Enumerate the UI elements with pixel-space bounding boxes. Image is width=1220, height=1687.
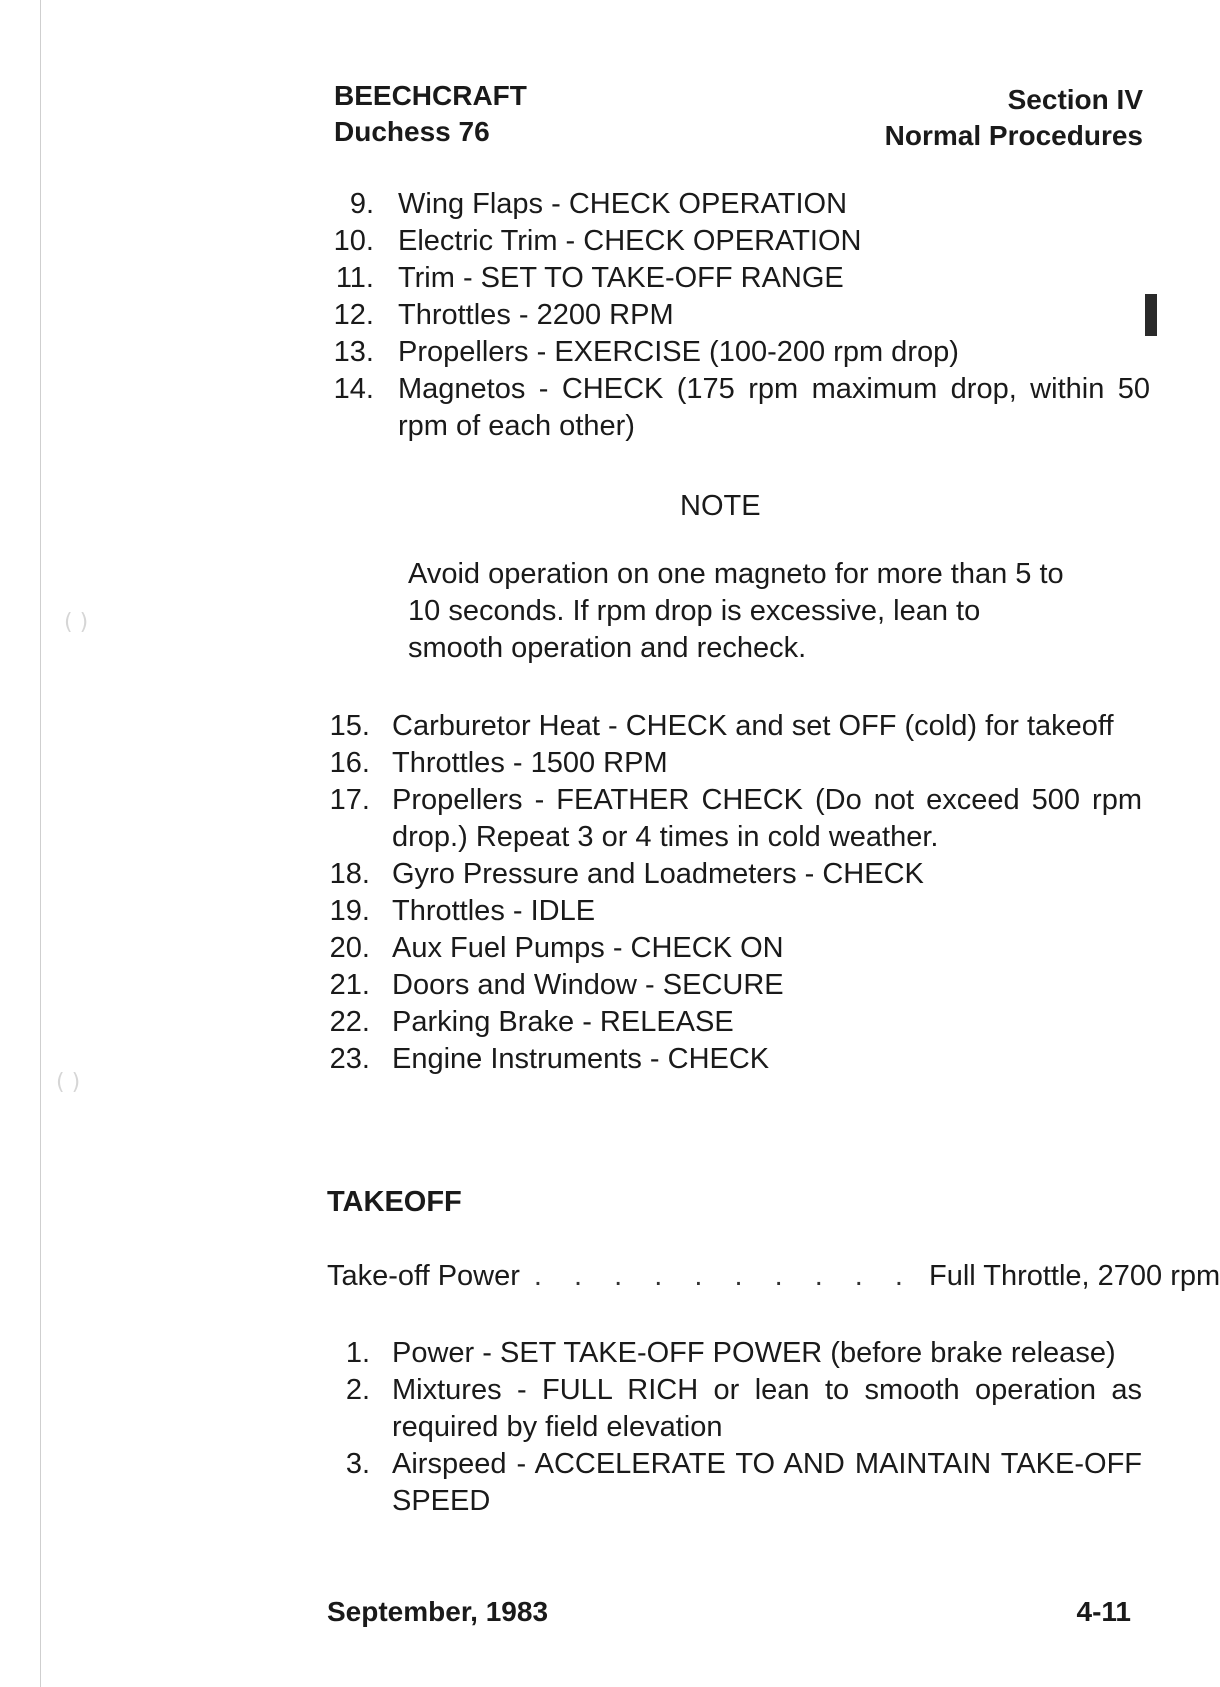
checklist-bottom	[326, 708, 1142, 1078]
item-number: 21.	[329, 969, 370, 1001]
item-number: 18.	[329, 858, 370, 890]
item-text: Throttles - IDLE	[392, 895, 596, 927]
checklist-item	[326, 930, 1142, 967]
item-number: 11.	[335, 262, 374, 294]
takeoff-step	[326, 1335, 1142, 1372]
item-text: Gyro Pressure and Loadmeters - CHECK	[392, 858, 924, 890]
item-number: 9.	[349, 188, 374, 220]
step-text: Power - SET TAKE-OFF POWER (before brake release)	[392, 1337, 1116, 1369]
takeoff-step	[326, 1446, 1142, 1520]
item-number: 13.	[333, 336, 374, 368]
footer-date: September, 1983	[327, 1596, 549, 1627]
checklist-item	[326, 708, 1142, 745]
item-text: Aux Fuel Pumps - CHECK ON	[392, 932, 784, 964]
model-name: Duchess 76	[334, 116, 490, 147]
scan-smudge: ( )	[64, 610, 89, 635]
checklist-item	[326, 893, 1142, 930]
item-text: Engine Instruments - CHECK	[392, 1043, 770, 1075]
item-text: Trim - SET TO TAKE-OFF RANGE	[398, 262, 844, 294]
page-number: 4-11	[1076, 1596, 1131, 1627]
item-number: 16.	[329, 747, 370, 779]
item-text: Wing Flaps - CHECK OPERATION	[398, 188, 848, 220]
step-number: 2.	[345, 1374, 370, 1406]
checklist-item	[326, 1041, 1142, 1078]
checklist-item	[330, 223, 1150, 260]
checklist-item	[330, 297, 1150, 334]
item-number: 23.	[329, 1043, 370, 1075]
checklist-top	[330, 186, 1150, 445]
item-text: Parking Brake - RELEASE	[392, 1006, 734, 1038]
section-number: Section IV	[1007, 84, 1143, 115]
item-number: 15.	[329, 710, 370, 742]
checklist-item	[330, 371, 1150, 445]
item-text: Throttles - 2200 RPM	[398, 299, 674, 331]
item-text: Propellers - EXERCISE (100-200 rpm drop)	[398, 336, 959, 368]
step-number: 3.	[345, 1448, 370, 1480]
item-number: 17.	[329, 784, 370, 816]
step-text: Airspeed - ACCELERATE TO AND MAINTAIN TAKE-OFF SPEED	[392, 1448, 1142, 1517]
checklist-item	[326, 856, 1142, 893]
item-text: Magnetos - CHECK (175 rpm maximum drop, within 50 rpm of each other)	[398, 373, 1150, 442]
item-number: 19.	[329, 895, 370, 927]
checklist-item	[326, 782, 1142, 856]
section-title: Normal Procedures	[884, 120, 1143, 151]
checklist-item	[326, 745, 1142, 782]
takeoff-steps	[326, 1335, 1142, 1520]
item-text: Doors and Window - SECURE	[392, 969, 784, 1001]
item-number: 22.	[329, 1006, 370, 1038]
item-number: 14.	[333, 373, 374, 405]
checklist-item	[326, 967, 1142, 1004]
header-left	[334, 78, 527, 150]
checklist-item	[330, 334, 1150, 371]
step-text: Mixtures - FULL RICH or lean to smooth operation as required by field elevation	[392, 1374, 1142, 1443]
checklist-item	[330, 260, 1150, 297]
checklist-item	[330, 186, 1150, 223]
takeoff-power-spec	[327, 1258, 1220, 1295]
item-text: Carburetor Heat - CHECK and set OFF (cold) for takeoff	[392, 710, 1114, 742]
item-number: 12.	[333, 299, 374, 331]
item-number: 20.	[329, 932, 370, 964]
note-body: Avoid operation on one magneto for more than 5 to 10 seconds. If rpm drop is excessive, lean to smooth operation and recheck.	[408, 558, 1064, 664]
item-number: 10.	[333, 225, 374, 257]
item-text: Electric Trim - CHECK OPERATION	[398, 225, 862, 257]
manufacturer-name: BEECHCRAFT	[334, 80, 527, 111]
takeoff-heading: TAKEOFF	[327, 1186, 462, 1218]
spec-label: Take-off Power	[327, 1260, 520, 1292]
item-text: Throttles - 1500 RPM	[392, 747, 668, 779]
header-right	[885, 82, 1143, 154]
item-text: Propellers - FEATHER CHECK (Do not exceed 500 rpm drop.) Repeat 3 or 4 times in cold weather.	[392, 784, 1142, 853]
note-title: NOTE	[680, 490, 761, 522]
checklist-item	[326, 1004, 1142, 1041]
leader-dots: . . . . . . . . . .	[533, 1260, 915, 1292]
scan-smudge: ( )	[56, 1070, 81, 1095]
scan-edge-line	[40, 0, 41, 1687]
step-number: 1.	[345, 1337, 370, 1369]
takeoff-step	[326, 1372, 1142, 1446]
spec-value: Full Throttle, 2700 rpm	[928, 1260, 1220, 1292]
